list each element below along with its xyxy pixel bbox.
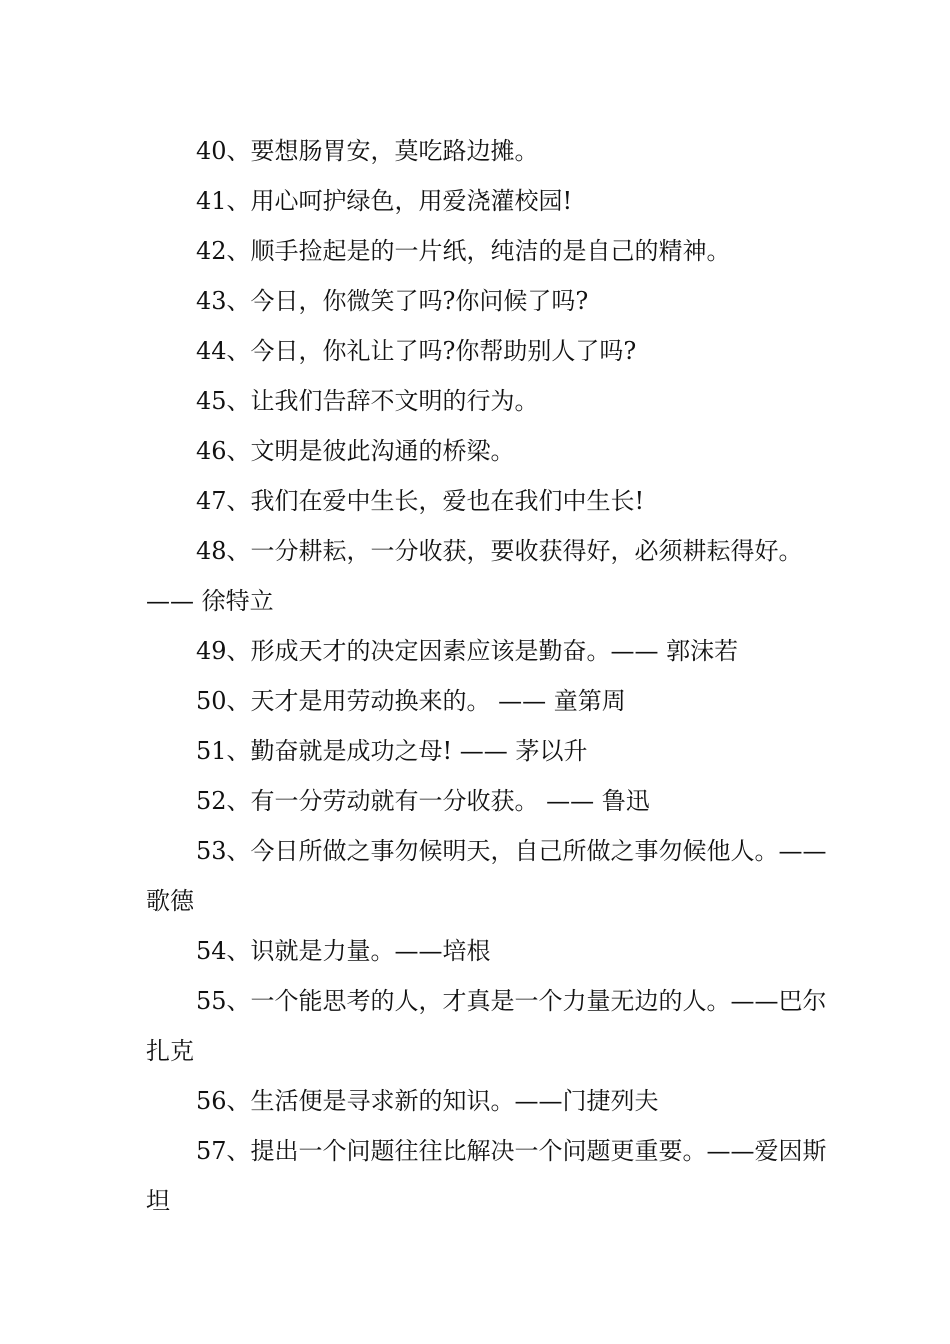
quote-line-54: 54、识就是力量。——培根 (196, 937, 491, 965)
quote-line-41: 41、用心呵护绿色，用爱浇灌校园! (196, 187, 573, 215)
quote-line-42: 42、顺手捡起是的一片纸，纯洁的是自己的精神。 (196, 237, 731, 265)
quote-line-51: 51、勤奋就是成功之母! —— 茅以升 (196, 737, 588, 765)
quote-line-56: 56、生活便是寻求新的知识。——门捷列夫 (196, 1087, 659, 1115)
quote-line-43: 43、今日，你微笑了吗?你问候了吗? (196, 287, 589, 315)
quote-line-45: 45、让我们告辞不文明的行为。 (196, 387, 539, 415)
quote-line-44: 44、今日，你礼让了吗?你帮助别人了吗? (196, 337, 637, 365)
quote-line-57: 57、提出一个问题往往比解决一个问题更重要。——爱因斯坦 (146, 1137, 827, 1215)
quote-line-49: 49、形成天才的决定因素应该是勤奋。—— 郭沫若 (196, 637, 739, 665)
quote-line-52: 52、有一分劳动就有一分收获。 —— 鲁迅 (196, 787, 650, 815)
quote-line-46: 46、文明是彼此沟通的桥梁。 (196, 437, 515, 465)
quote-line-50: 50、天才是用劳动换来的。 —— 童第周 (196, 687, 626, 715)
quote-line-55: 55、一个能思考的人，才真是一个力量无边的人。——巴尔扎克 (146, 987, 827, 1065)
quote-line-40: 40、要想肠胃安，莫吃路边摊。 (196, 137, 539, 165)
quote-line-47: 47、我们在爱中生长，爱也在我们中生长! (196, 487, 645, 515)
quote-line-53: 53、今日所做之事勿候明天，自己所做之事勿候他人。——歌德 (146, 837, 827, 915)
document-body (146, 126, 836, 1226)
quote-line-48: 48、一分耕耘，一分收获，要收获得好，必须耕耘得好。 —— 徐特立 (146, 537, 803, 615)
